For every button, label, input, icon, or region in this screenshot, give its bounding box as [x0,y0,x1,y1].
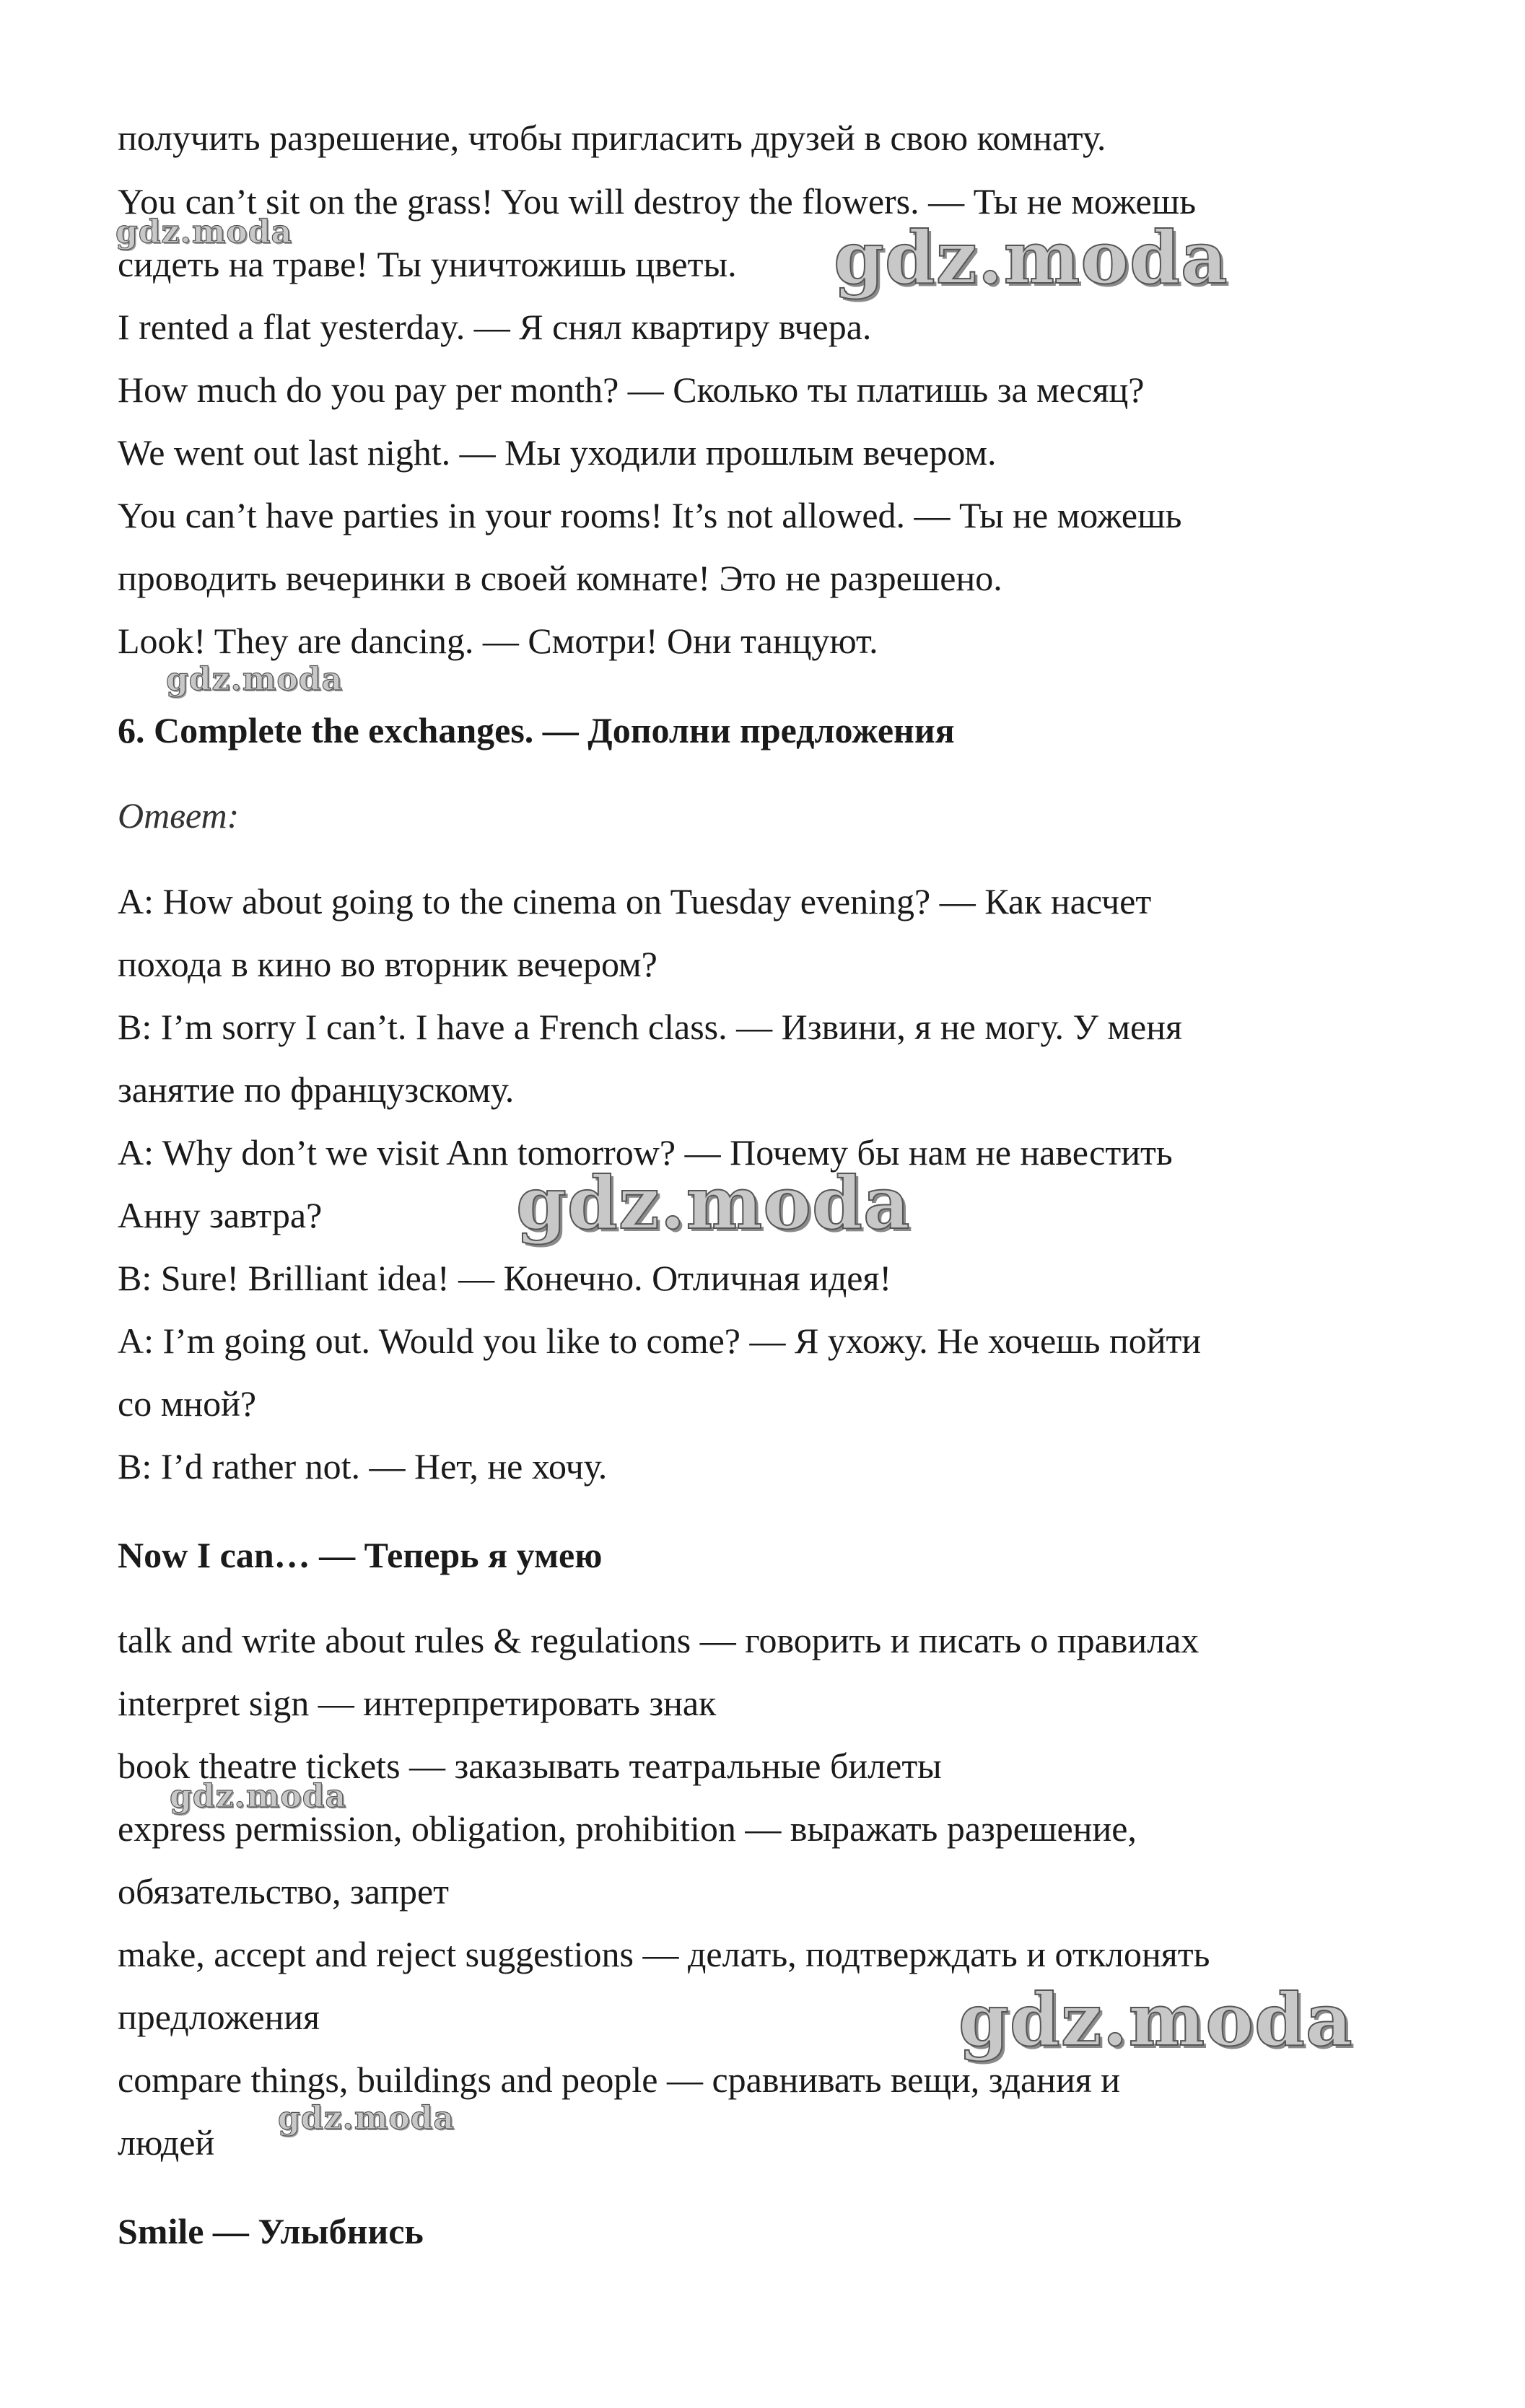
text-line: How much do you pay per month? — Сколько ты платишь за месяц? [118,369,1145,410]
dialogue-line: B: Sure! Brilliant idea! — Конечно. Отличная идея! [118,1258,892,1298]
dialogue-line: B: I’d rather not. — Нет, не хочу. [118,1446,608,1487]
text-line: сидеть на траве! Ты уничтожишь цветы. [118,244,737,284]
dialogue-line: A: How about going to the cinema on Tuesday evening? — Как насчет [118,881,1152,921]
dialogue-line: A: I’m going out. Would you like to come? — Я ухожу. Не хочешь пойти [118,1321,1202,1361]
skill-line: compare things, buildings and people — сравнивать вещи, здания и [118,2059,1120,2100]
skill-line: обязательство, запрет [118,1871,450,1912]
skill-line: interpret sign — интерпретировать знак [118,1683,717,1723]
skill-line: make, accept and reject suggestions — делать, подтверждать и отклонять [118,1934,1210,1974]
exercise-heading: 6. Complete the exchanges. — Дополни предложения [118,710,955,750]
text-line: You can’t have parties in your rooms! It’s not allowed. — Ты не можешь [118,495,1182,535]
text-line: Look! They are dancing. — Смотри! Они танцуют. [118,621,878,661]
watermark: gdz.moda [516,1160,911,1245]
watermark: gdz.moda [278,2100,455,2137]
smile-heading: Smile — Улыбнись [118,2211,424,2251]
now-i-can-heading: Now I can… — Теперь я умею [118,1535,603,1575]
text-line: получить разрешение, чтобы пригласить друзей в свою комнату. [118,118,1106,158]
text-line: We went out last night. — Мы уходили прошлым вечером. [118,432,997,473]
skill-line: talk and write about rules & regulations — говорить и писать о правилах [118,1620,1200,1660]
text-line: You can’t sit on the grass! You will destroy the flowers. — Ты не можешь [118,181,1196,222]
skill-line: express permission, obligation, prohibition — выражать разрешение, [118,1808,1137,1849]
watermark: gdz.moda [170,1778,347,1815]
skill-line: book theatre tickets — заказывать театральные билеты [118,1746,942,1786]
dialogue-line: похода в кино во вторник вечером? [118,944,657,984]
text-line: I rented a flat yesterday. — Я снял квартиру вчера. [118,307,872,347]
dialogue-line: B: I’m sorry I can’t. I have a French class. — Извини, я не могу. У меня [118,1007,1182,1047]
watermark: gdz.moda [166,661,344,698]
text-line: проводить вечеринки в своей комнате! Это не разрешено. [118,558,1002,598]
dialogue-line: со мной? [118,1383,257,1424]
dialogue-line: занятие по французскому. [118,1069,515,1110]
skill-line: предложения [118,1997,320,2037]
watermark: gdz.moda [834,215,1228,300]
answer-label: Ответ: [118,795,240,836]
dialogue-line: A: Why don’t we visit Ann tomorrow? — Почему бы нам не навестить [118,1132,1173,1173]
dialogue-line: Анну завтра? [118,1195,323,1235]
skill-line: людей [118,2122,215,2163]
watermark: gdz.moda [115,214,293,250]
watermark: gdz.moda [958,1977,1353,2062]
